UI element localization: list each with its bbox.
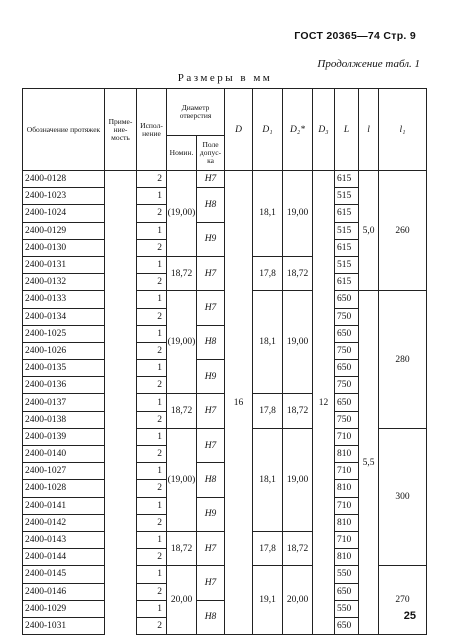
cell-D1: 17,8 (253, 531, 283, 565)
cell-nom: (19,00) (167, 428, 197, 531)
cell-l1: 270 (379, 566, 427, 635)
cell-D1: 18,1 (253, 171, 283, 257)
cell-L: 810 (335, 514, 359, 531)
cell-version: 2 (137, 377, 167, 394)
cell-nom: 18,72 (167, 256, 197, 290)
cell-tol: H8 (197, 600, 225, 634)
cell-application (105, 480, 137, 497)
cell-nom: (19,00) (167, 291, 197, 394)
cell-code: 2400-0140 (23, 446, 105, 463)
cell-version: 1 (137, 325, 167, 342)
cell-nom: (19,00) (167, 171, 197, 257)
cell-application (105, 514, 137, 531)
cell-version: 2 (137, 308, 167, 325)
cell-tol: H7 (197, 428, 225, 462)
col-header-L: L (335, 89, 359, 171)
cell-application (105, 497, 137, 514)
cell-code: 2400-0135 (23, 360, 105, 377)
col-header-D3: D₃ (313, 89, 335, 171)
cell-code: 2400-0134 (23, 308, 105, 325)
cell-version: 1 (137, 291, 167, 308)
cell-tol: H8 (197, 325, 225, 359)
cell-version: 1 (137, 222, 167, 239)
cell-application (105, 205, 137, 222)
cell-L: 550 (335, 566, 359, 583)
col-header-code: Обозначение протяжек (23, 89, 105, 171)
cell-D: 16 (225, 171, 253, 635)
cell-code: 2400-0141 (23, 497, 105, 514)
page-number: 25 (403, 610, 416, 622)
dimensions-table (22, 88, 427, 635)
cell-nom: 20,00 (167, 566, 197, 635)
cell-code: 2400-0138 (23, 411, 105, 428)
cell-tol: H7 (197, 291, 225, 325)
col-header-D1: D₁ (253, 89, 283, 171)
col-header-D2: D₂* (283, 89, 313, 171)
cell-tol: H9 (197, 360, 225, 394)
cell-version: 2 (137, 617, 167, 634)
cell-version: 1 (137, 600, 167, 617)
cell-tol: H9 (197, 497, 225, 531)
cell-application (105, 188, 137, 205)
cell-code: 2400-0145 (23, 566, 105, 583)
cell-D1: 17,8 (253, 256, 283, 290)
cell-L: 710 (335, 463, 359, 480)
cell-application (105, 360, 137, 377)
cell-tol: H7 (197, 531, 225, 565)
cell-application (105, 617, 137, 634)
cell-L: 515 (335, 222, 359, 239)
cell-tol: H7 (197, 171, 225, 188)
cell-code: 2400-0142 (23, 514, 105, 531)
cell-D2: 19,00 (283, 291, 313, 394)
cell-D1: 18,1 (253, 428, 283, 531)
cell-application (105, 446, 137, 463)
cell-D1: 17,8 (253, 394, 283, 428)
cell-code: 2400-0143 (23, 531, 105, 548)
cell-tol: H7 (197, 256, 225, 290)
cell-L: 550 (335, 600, 359, 617)
cell-L: 710 (335, 428, 359, 445)
cell-L: 615 (335, 274, 359, 291)
cell-version: 2 (137, 514, 167, 531)
cell-D2: 18,72 (283, 394, 313, 428)
cell-L: 515 (335, 188, 359, 205)
col-header-nominal: Номин. (167, 136, 197, 171)
col-header-l1: l₁ (379, 89, 427, 171)
cell-code: 2400-0144 (23, 549, 105, 566)
cell-code: 2400-0146 (23, 583, 105, 600)
cell-tol: H8 (197, 463, 225, 497)
col-header-tolerance: Поле допус- ка (197, 136, 225, 171)
cell-L: 650 (335, 360, 359, 377)
cell-application (105, 291, 137, 308)
cell-D2: 18,72 (283, 531, 313, 565)
page-header: ГОСТ 20365—74 Стр. 9 (294, 30, 416, 42)
cell-L: 650 (335, 394, 359, 411)
cell-version: 1 (137, 566, 167, 583)
cell-D2: 18,72 (283, 256, 313, 290)
cell-L: 750 (335, 342, 359, 359)
cell-application (105, 308, 137, 325)
cell-L: 615 (335, 239, 359, 256)
cell-code: 2400-0132 (23, 274, 105, 291)
cell-D1: 19,1 (253, 566, 283, 635)
cell-application (105, 171, 137, 188)
cell-L: 750 (335, 377, 359, 394)
col-header-application: Приме- ние- мость (105, 89, 137, 171)
units-caption: Размеры в мм (177, 72, 273, 84)
cell-L: 750 (335, 308, 359, 325)
cell-tol: H7 (197, 394, 225, 428)
cell-l1: 300 (379, 428, 427, 566)
col-header-l: l (359, 89, 379, 171)
cell-D2: 20,00 (283, 566, 313, 635)
cell-L: 650 (335, 325, 359, 342)
cell-code: 2400-0129 (23, 222, 105, 239)
cell-code: 2400-0131 (23, 256, 105, 273)
cell-L: 710 (335, 531, 359, 548)
cell-l1: 260 (379, 171, 427, 291)
cell-L: 615 (335, 205, 359, 222)
cell-L: 810 (335, 549, 359, 566)
cell-code: 2400-0130 (23, 239, 105, 256)
cell-version: 1 (137, 360, 167, 377)
cell-version: 1 (137, 531, 167, 548)
cell-application (105, 463, 137, 480)
cell-version: 2 (137, 274, 167, 291)
cell-code: 2400-1031 (23, 617, 105, 634)
cell-application (105, 274, 137, 291)
cell-code: 2400-0137 (23, 394, 105, 411)
cell-code: 2400-0136 (23, 377, 105, 394)
cell-L: 810 (335, 446, 359, 463)
cell-application (105, 549, 137, 566)
cell-D2: 19,00 (283, 171, 313, 257)
cell-version: 2 (137, 480, 167, 497)
cell-l: 5,5 (359, 291, 379, 635)
cell-code: 2400-1026 (23, 342, 105, 359)
cell-application (105, 531, 137, 548)
cell-application (105, 600, 137, 617)
cell-application (105, 377, 137, 394)
cell-code: 2400-1025 (23, 325, 105, 342)
cell-application (105, 342, 137, 359)
cell-version: 2 (137, 171, 167, 188)
cell-l1: 280 (379, 291, 427, 429)
col-header-D: D (225, 89, 253, 171)
cell-code: 2400-1028 (23, 480, 105, 497)
cell-tol: H8 (197, 188, 225, 222)
cell-version: 1 (137, 428, 167, 445)
cell-version: 2 (137, 342, 167, 359)
cell-version: 1 (137, 497, 167, 514)
cell-application (105, 256, 137, 273)
cell-D2: 19,00 (283, 428, 313, 531)
cell-version: 1 (137, 463, 167, 480)
cell-D1: 18,1 (253, 291, 283, 394)
table-continuation-note: Продолжение табл. 1 (317, 58, 420, 70)
cell-version: 2 (137, 583, 167, 600)
cell-code: 2400-1029 (23, 600, 105, 617)
cell-L: 615 (335, 171, 359, 188)
cell-nom: 18,72 (167, 531, 197, 565)
cell-code: 2400-1023 (23, 188, 105, 205)
cell-application (105, 394, 137, 411)
cell-L: 810 (335, 480, 359, 497)
cell-application (105, 239, 137, 256)
cell-version: 2 (137, 549, 167, 566)
cell-application (105, 325, 137, 342)
cell-version: 1 (137, 188, 167, 205)
cell-version: 2 (137, 205, 167, 222)
cell-code: 2400-0128 (23, 171, 105, 188)
cell-L: 515 (335, 256, 359, 273)
table-row (23, 171, 427, 188)
cell-code: 2400-1027 (23, 463, 105, 480)
cell-version: 2 (137, 446, 167, 463)
cell-version: 2 (137, 411, 167, 428)
cell-l: 5,0 (359, 171, 379, 291)
cell-code: 2400-0139 (23, 428, 105, 445)
cell-L: 650 (335, 583, 359, 600)
cell-code: 2400-0133 (23, 291, 105, 308)
cell-application (105, 583, 137, 600)
cell-tol: H7 (197, 566, 225, 600)
cell-version: 1 (137, 256, 167, 273)
cell-code: 2400-1024 (23, 205, 105, 222)
cell-nom: 18,72 (167, 394, 197, 428)
cell-L: 650 (335, 617, 359, 634)
cell-application (105, 566, 137, 583)
cell-tol: H9 (197, 222, 225, 256)
cell-application (105, 222, 137, 239)
cell-version: 1 (137, 394, 167, 411)
col-header-diameter: Диаметр отверстия (167, 89, 225, 136)
col-header-version: Испол- нение (137, 89, 167, 171)
cell-application (105, 428, 137, 445)
cell-D3: 12 (313, 171, 335, 635)
cell-application (105, 411, 137, 428)
cell-L: 750 (335, 411, 359, 428)
cell-L: 650 (335, 291, 359, 308)
cell-version: 2 (137, 239, 167, 256)
table-row (23, 291, 427, 308)
cell-L: 710 (335, 497, 359, 514)
